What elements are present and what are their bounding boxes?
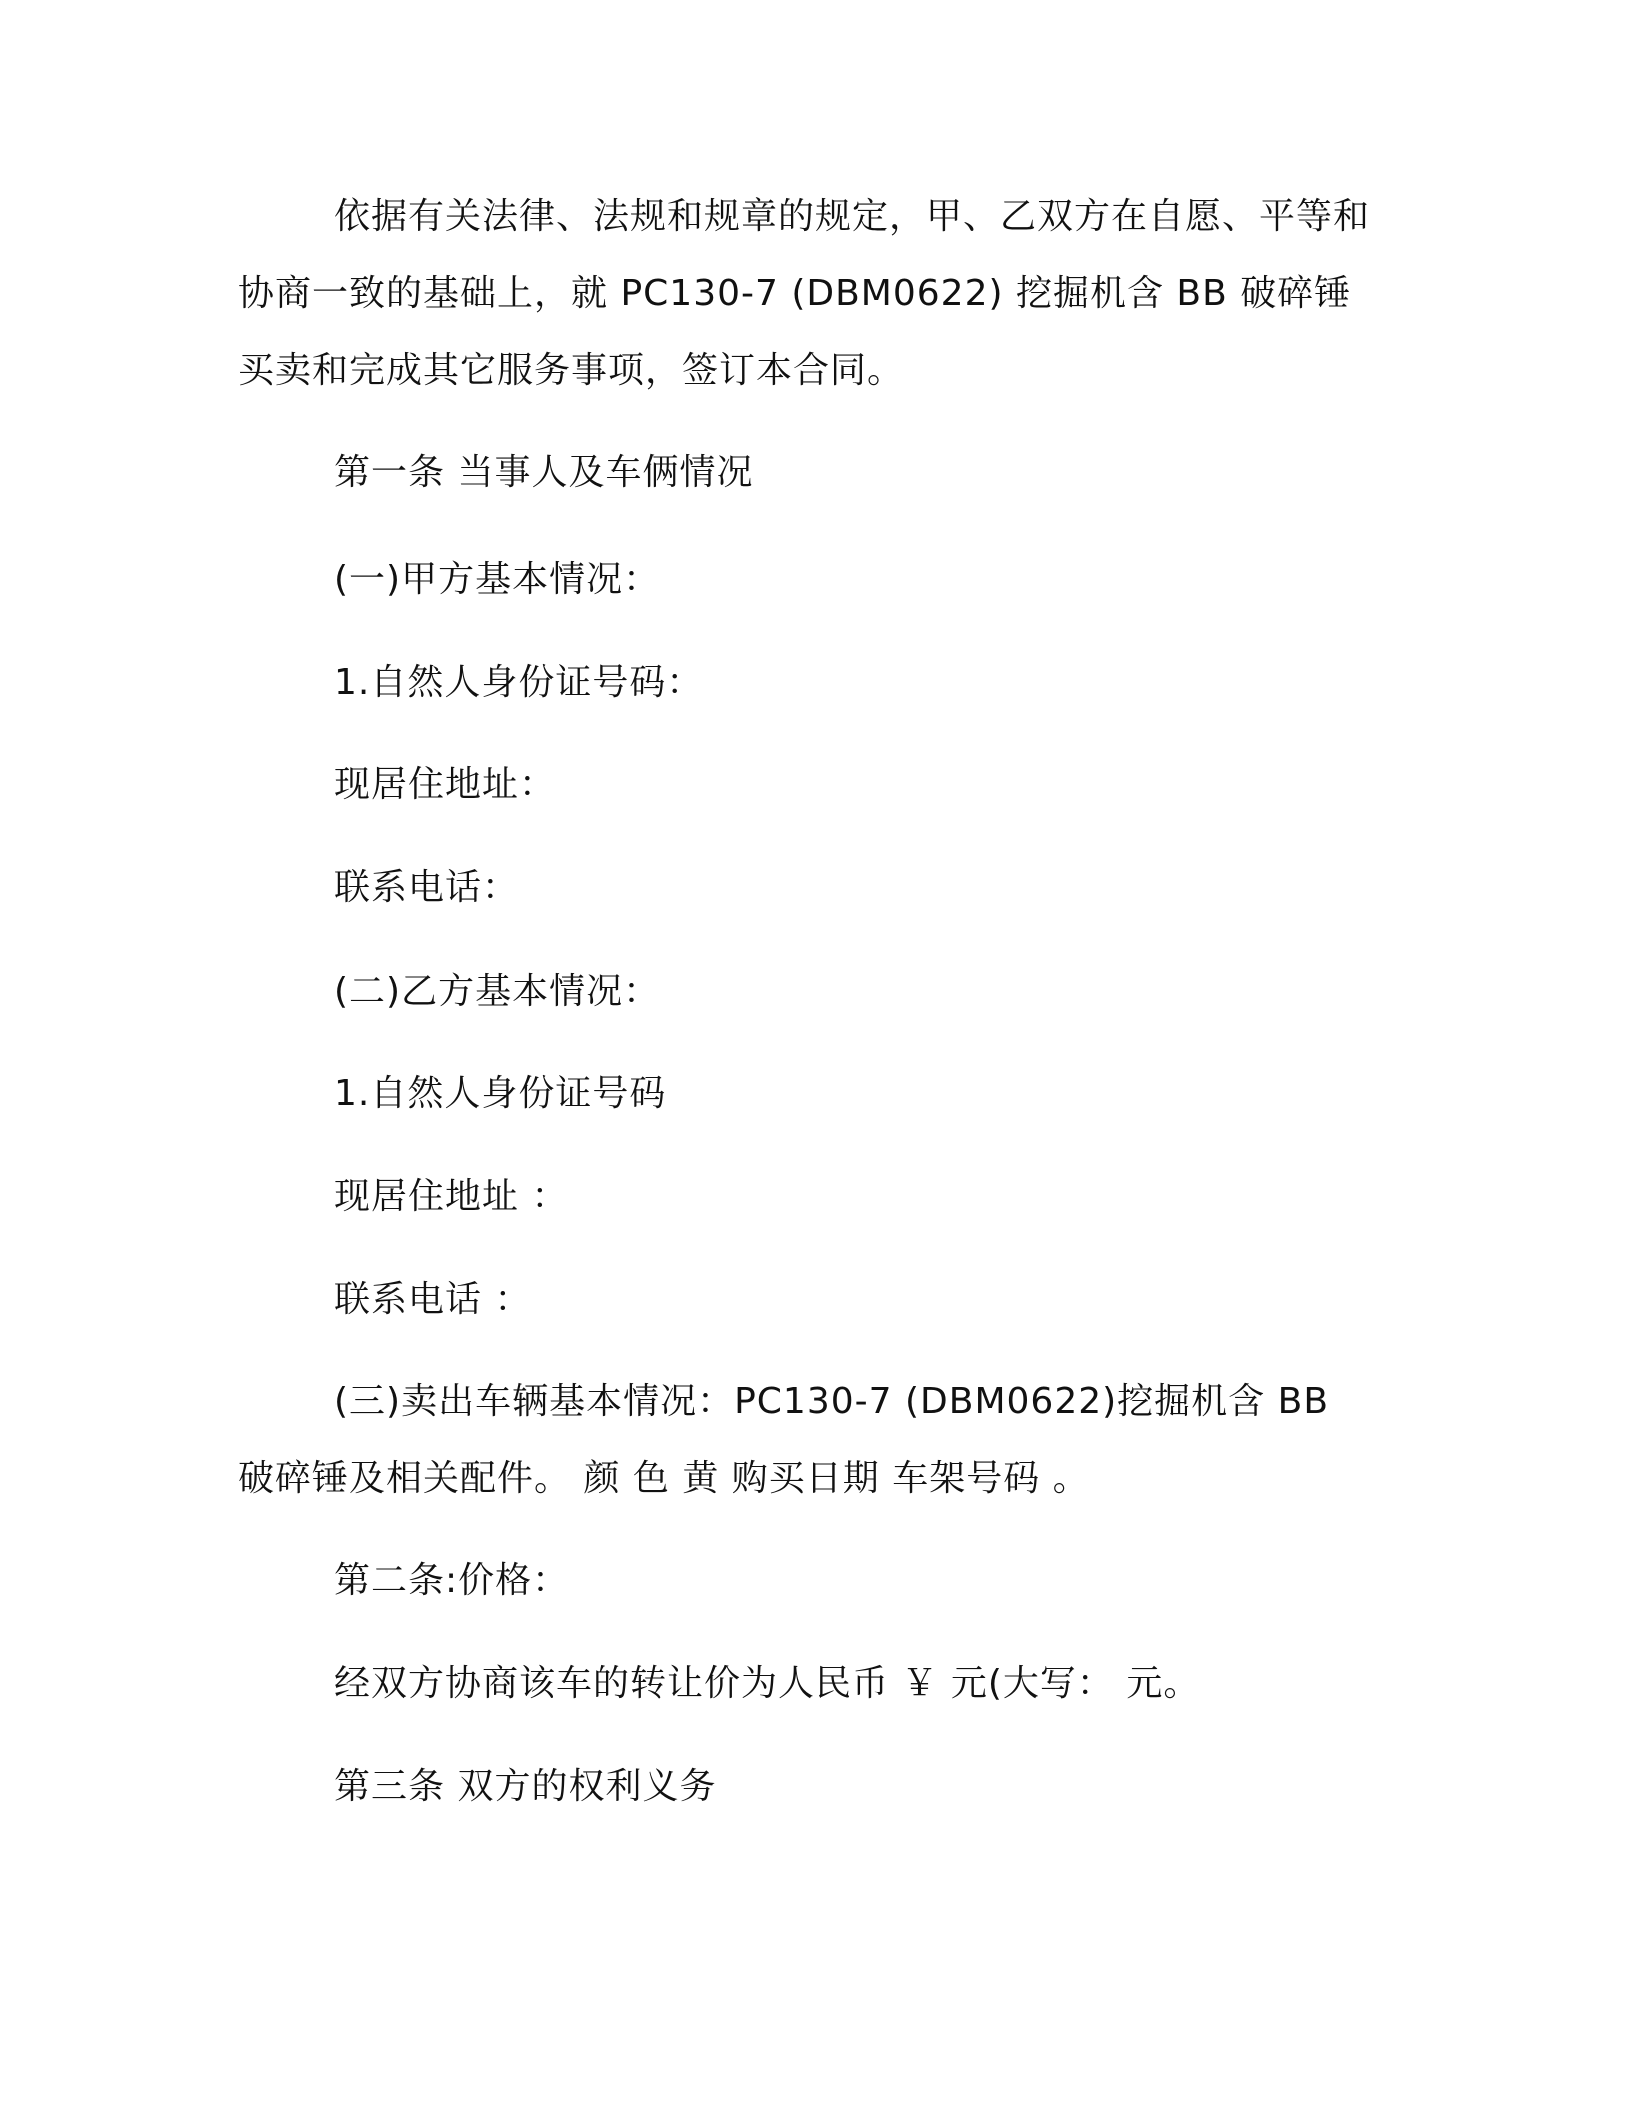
party-b-id-field: 1.自然人身份证号码 bbox=[334, 1073, 667, 1114]
intro-paragraph: 依据有关法律、法规和规章的规定，甲、乙双方在自愿、平等和协商一致的基础上，就 PC130-7 (DBM0622) 挖掘机含 BB 破碎锤买卖和完成其它服务事项，签订本合同。 bbox=[238, 196, 1371, 391]
price-paragraph: 经双方协商该车的转让价为人民币 ￥ 元(大写： 元。 bbox=[334, 1663, 1201, 1704]
article-2-title: 第二条:价格： bbox=[334, 1560, 570, 1601]
party-b-heading: (二)乙方基本情况： bbox=[334, 971, 661, 1012]
party-b-phone-field: 联系电话 ： bbox=[334, 1279, 532, 1320]
party-a-id-field: 1.自然人身份证号码： bbox=[334, 662, 704, 703]
vehicle-info-paragraph: (三)卖出车辆基本情况：PC130-7 (DBM0622)挖掘机含 BB 破碎锤及相关配件。 颜 色 黄 购买日期 车架号码 。 bbox=[238, 1381, 1330, 1499]
party-b-address-field: 现居住地址 ： bbox=[334, 1176, 569, 1217]
article-1-title: 第一条 当事人及车俩情况 bbox=[334, 452, 754, 493]
party-a-address-field: 现居住地址： bbox=[334, 764, 557, 805]
party-a-heading: (一)甲方基本情况： bbox=[334, 559, 661, 600]
article-3-title: 第三条 双方的权利义务 bbox=[334, 1766, 717, 1807]
party-a-phone-field: 联系电话： bbox=[334, 867, 520, 908]
